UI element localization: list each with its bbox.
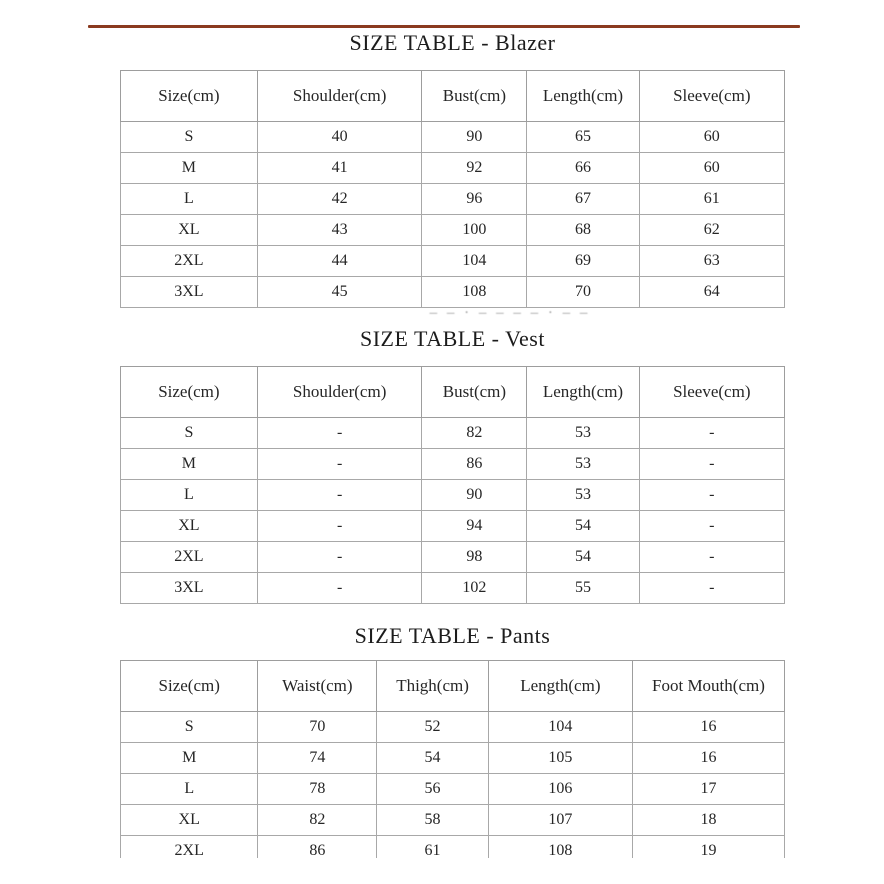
measurement-cell: 94 [422, 511, 527, 542]
measurement-cell: - [639, 542, 784, 573]
size-label-cell: S [121, 712, 258, 743]
measurement-cell: 102 [422, 573, 527, 604]
table-row [121, 805, 785, 836]
pants-table-clipped-region [0, 660, 884, 858]
measurement-cell: 53 [527, 449, 639, 480]
vest-size-table [120, 366, 785, 604]
measurement-cell: 58 [377, 805, 489, 836]
measurement-cell: 64 [639, 277, 784, 308]
measurement-cell: 82 [258, 805, 377, 836]
measurement-cell: 104 [488, 712, 632, 743]
column-header: Bust(cm) [422, 367, 527, 418]
measurement-cell: - [257, 542, 422, 573]
measurement-cell: 55 [527, 573, 639, 604]
size-label-cell: L [121, 480, 258, 511]
table-row [121, 277, 785, 308]
table-row [121, 246, 785, 277]
measurement-cell: 63 [639, 246, 784, 277]
column-header: Foot Mouth(cm) [632, 661, 784, 712]
measurement-cell: 60 [639, 153, 784, 184]
measurement-cell: 98 [422, 542, 527, 573]
clipped-text-artifact: – – · – – – – · – – [429, 307, 591, 319]
table-row [121, 743, 785, 774]
table-row [121, 153, 785, 184]
measurement-cell: 104 [422, 246, 527, 277]
vest-table-title: SIZE TABLE - Vest [360, 326, 545, 351]
size-label-cell: XL [121, 215, 258, 246]
measurement-cell: 43 [257, 215, 422, 246]
size-label-cell: 2XL [121, 836, 258, 859]
measurement-cell: 60 [639, 122, 784, 153]
measurement-cell: 65 [527, 122, 639, 153]
measurement-cell: 106 [488, 774, 632, 805]
table-row [121, 418, 785, 449]
measurement-cell: 107 [488, 805, 632, 836]
pants-size-table [120, 660, 785, 858]
column-header: Size(cm) [121, 71, 258, 122]
measurement-cell: 74 [258, 743, 377, 774]
measurement-cell: - [639, 449, 784, 480]
column-header: Waist(cm) [258, 661, 377, 712]
measurement-cell: 61 [377, 836, 489, 859]
measurement-cell: 16 [632, 712, 784, 743]
table-row [121, 573, 785, 604]
measurement-cell: 68 [527, 215, 639, 246]
measurement-cell: 78 [258, 774, 377, 805]
column-header: Size(cm) [121, 367, 258, 418]
table-row [121, 542, 785, 573]
measurement-cell: 82 [422, 418, 527, 449]
size-label-cell: M [121, 153, 258, 184]
measurement-cell: 100 [422, 215, 527, 246]
pants-table-title: SIZE TABLE - Pants [354, 623, 551, 648]
measurement-cell: - [257, 573, 422, 604]
measurement-cell: 70 [527, 277, 639, 308]
measurement-cell: 54 [527, 511, 639, 542]
table-row [121, 184, 785, 215]
blazer-size-table [120, 70, 785, 308]
column-header: Shoulder(cm) [257, 367, 422, 418]
measurement-cell: 18 [632, 805, 784, 836]
measurement-cell: 45 [257, 277, 422, 308]
size-label-cell: L [121, 184, 258, 215]
measurement-cell: 52 [377, 712, 489, 743]
measurement-cell: 90 [422, 480, 527, 511]
measurement-cell: 86 [422, 449, 527, 480]
column-header: Length(cm) [527, 71, 639, 122]
size-label-cell: XL [121, 511, 258, 542]
measurement-cell: 17 [632, 774, 784, 805]
table-row [121, 712, 785, 743]
column-header: Length(cm) [488, 661, 632, 712]
measurement-cell: - [639, 480, 784, 511]
measurement-cell: 44 [257, 246, 422, 277]
measurement-cell: 108 [488, 836, 632, 859]
measurement-cell: 86 [258, 836, 377, 859]
measurement-cell: 40 [257, 122, 422, 153]
column-header: Thigh(cm) [377, 661, 489, 712]
size-label-cell: S [121, 122, 258, 153]
measurement-cell: 53 [527, 418, 639, 449]
measurement-cell: 54 [377, 743, 489, 774]
measurement-cell: 67 [527, 184, 639, 215]
measurement-cell: 66 [527, 153, 639, 184]
measurement-cell: 92 [422, 153, 527, 184]
size-label-cell: 2XL [121, 542, 258, 573]
measurement-cell: - [257, 418, 422, 449]
measurement-cell: - [257, 511, 422, 542]
measurement-cell: - [639, 573, 784, 604]
header-row [121, 367, 785, 418]
size-label-cell: 3XL [121, 277, 258, 308]
header-row [121, 661, 785, 712]
table-row [121, 215, 785, 246]
measurement-cell: 41 [257, 153, 422, 184]
size-label-cell: L [121, 774, 258, 805]
measurement-cell: 53 [527, 480, 639, 511]
measurement-cell: - [257, 480, 422, 511]
measurement-cell: 90 [422, 122, 527, 153]
table-row [121, 449, 785, 480]
column-header: Size(cm) [121, 661, 258, 712]
measurement-cell: 56 [377, 774, 489, 805]
measurement-cell: 19 [632, 836, 784, 859]
measurement-cell: 16 [632, 743, 784, 774]
column-header: Sleeve(cm) [639, 71, 784, 122]
measurement-cell: 54 [527, 542, 639, 573]
measurement-cell: 108 [422, 277, 527, 308]
size-label-cell: S [121, 418, 258, 449]
size-label-cell: XL [121, 805, 258, 836]
measurement-cell: 70 [258, 712, 377, 743]
measurement-cell: 61 [639, 184, 784, 215]
size-label-cell: 3XL [121, 573, 258, 604]
column-header: Length(cm) [527, 367, 639, 418]
blazer-table-title: SIZE TABLE - Blazer [349, 30, 556, 55]
column-header: Shoulder(cm) [257, 71, 422, 122]
table-row [121, 122, 785, 153]
size-label-cell: 2XL [121, 246, 258, 277]
size-label-cell: M [121, 743, 258, 774]
top-divider-line [88, 25, 800, 28]
measurement-cell: 105 [488, 743, 632, 774]
table-row [121, 480, 785, 511]
table-row [121, 836, 785, 859]
column-header: Bust(cm) [422, 71, 527, 122]
measurement-cell: 42 [257, 184, 422, 215]
table-row [121, 511, 785, 542]
measurement-cell: 96 [422, 184, 527, 215]
measurement-cell: - [639, 511, 784, 542]
measurement-cell: 62 [639, 215, 784, 246]
table-row [121, 774, 785, 805]
size-label-cell: M [121, 449, 258, 480]
column-header: Sleeve(cm) [639, 367, 784, 418]
measurement-cell: 69 [527, 246, 639, 277]
measurement-cell: - [257, 449, 422, 480]
header-row [121, 71, 785, 122]
measurement-cell: - [639, 418, 784, 449]
